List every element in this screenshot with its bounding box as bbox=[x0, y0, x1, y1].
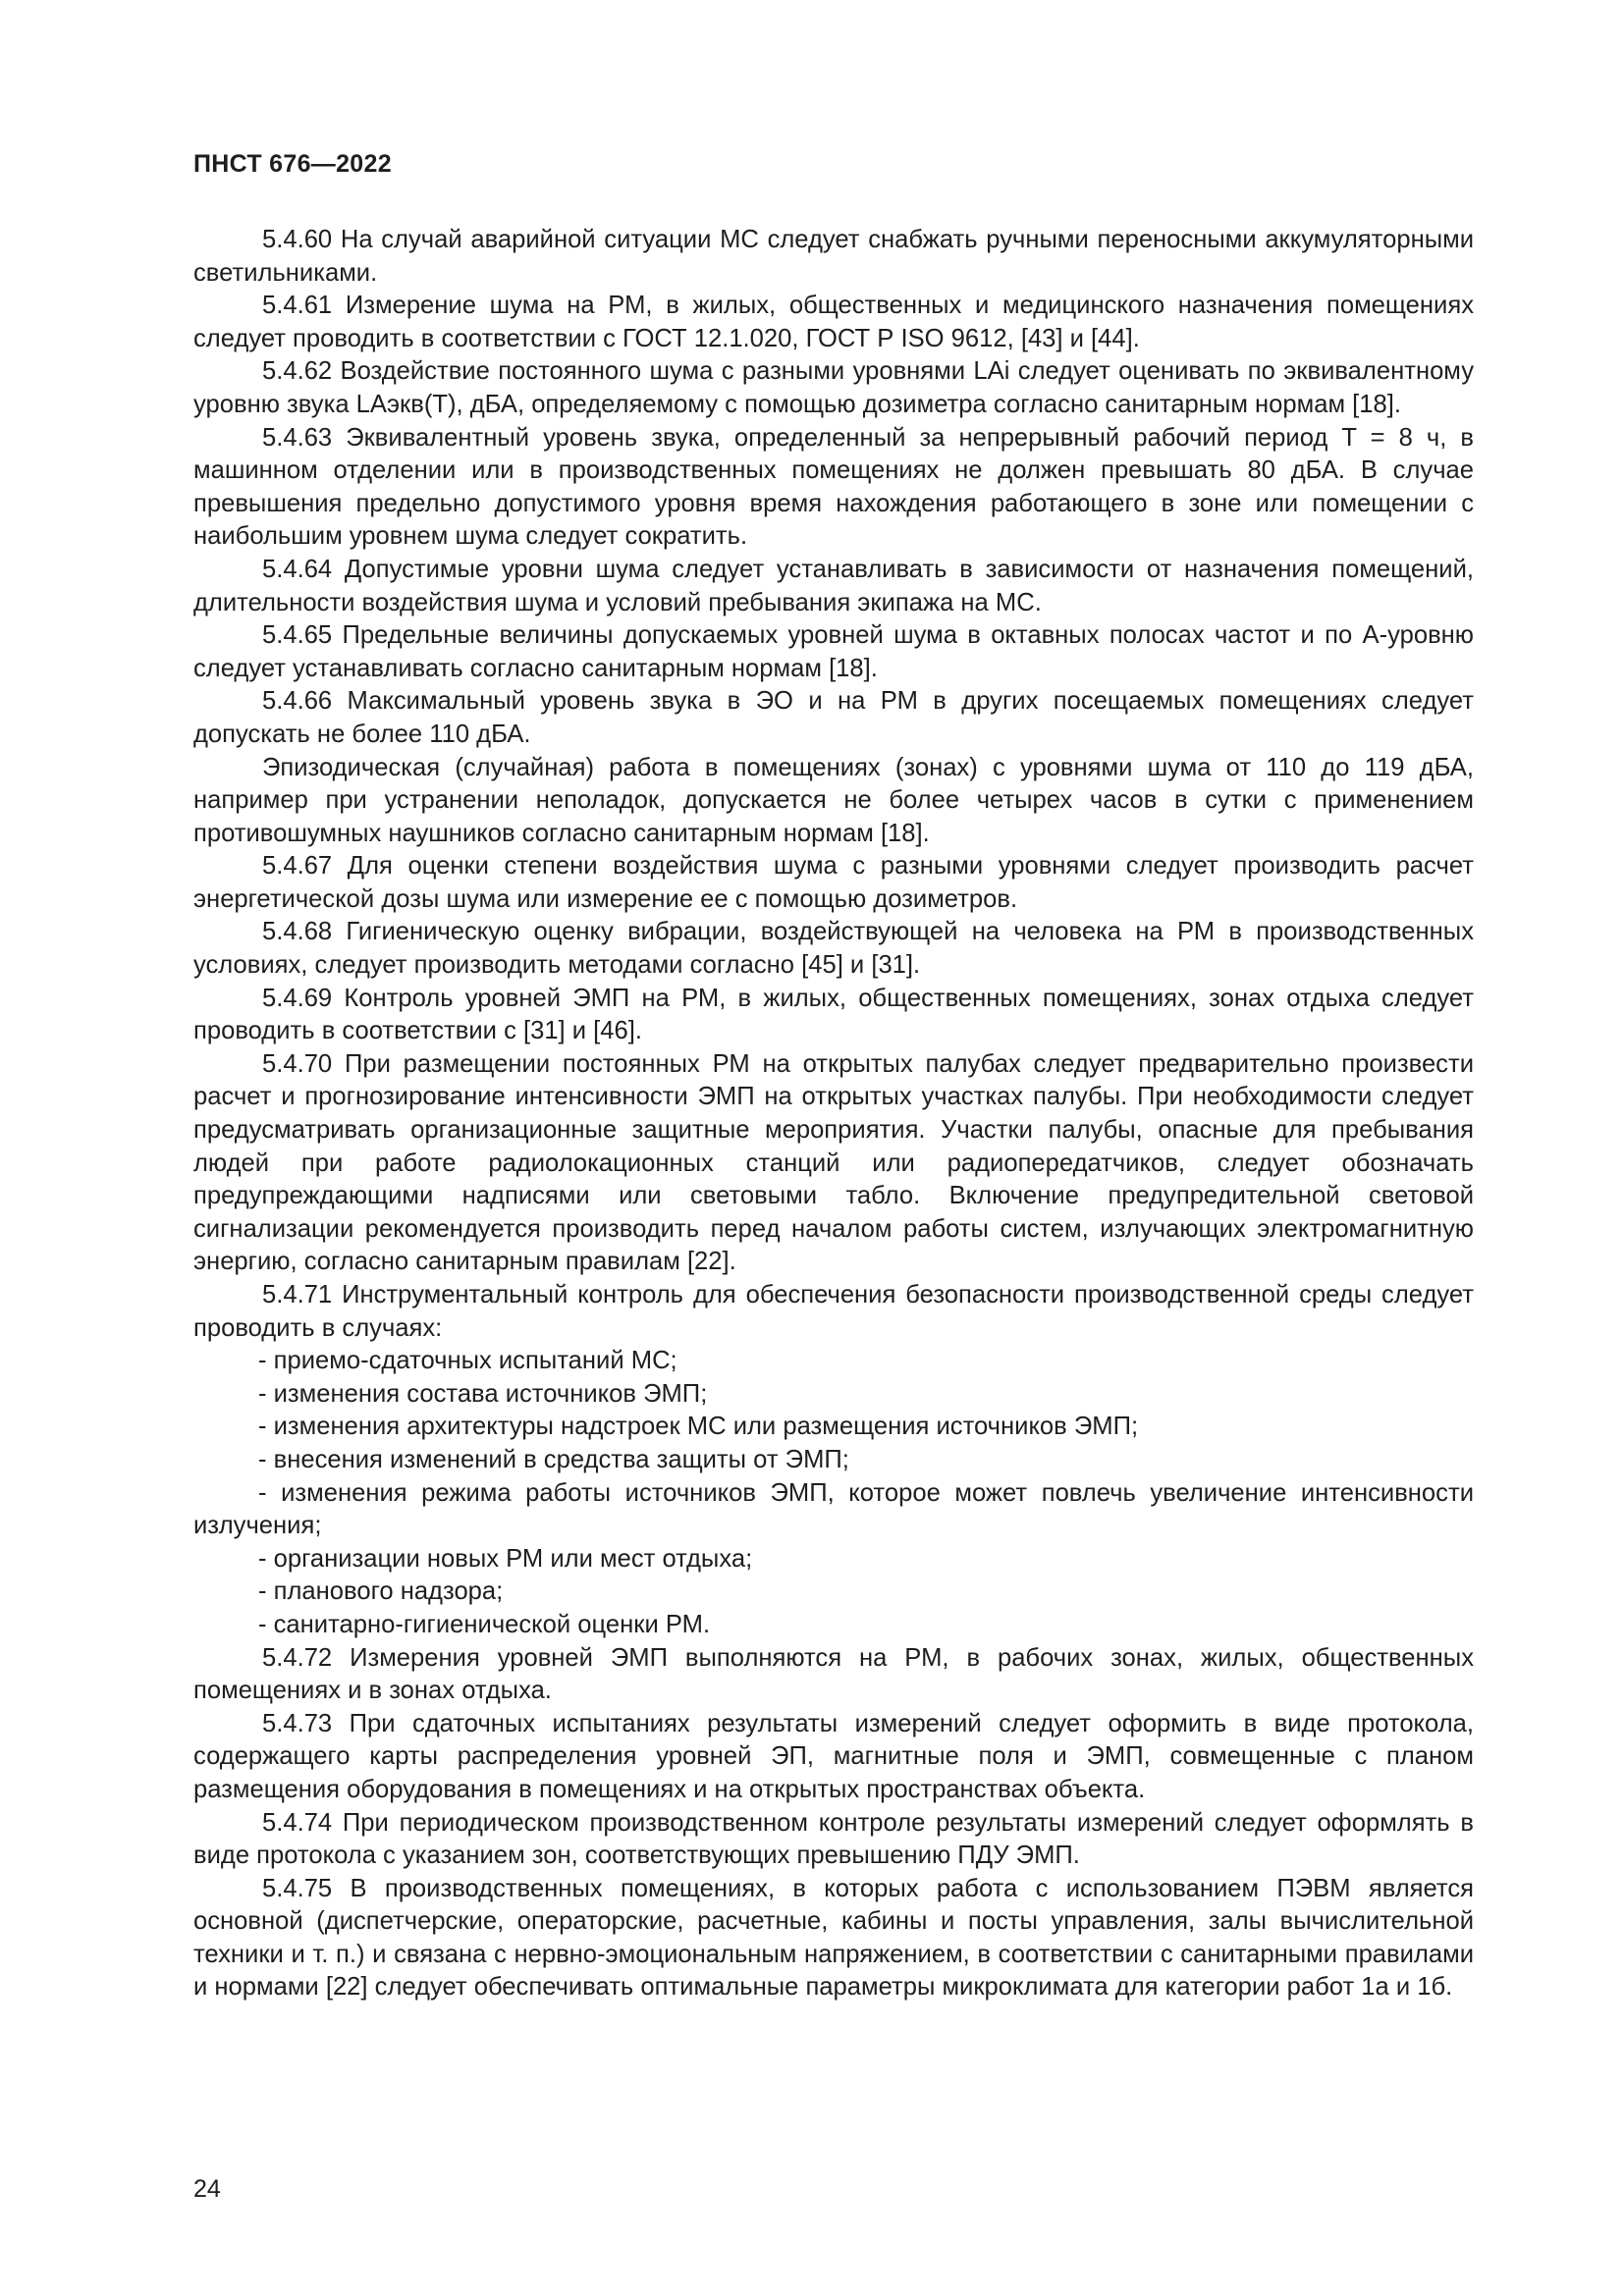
paragraph-5-4-69: 5.4.69 Контроль уровней ЭМП на РМ, в жилых, общественных помещениях, зонах отдыха следует проводить в соответствии с [31] и [46]. bbox=[193, 984, 1474, 1045]
paragraph-episodic-work: Эпизодическая (случайная) работа в помещениях (зонах) с уровнями шума от 110 до 119 дБА, например при устранении неполадок, допускается не более четырех часов в сутки с применением противошумных наушников согласно санитарным нормам [18]. bbox=[193, 753, 1474, 847]
paragraph-5-4-61: 5.4.61 Измерение шума на РМ, в жилых, общественных и медицинского назначения помещениях следует проводить в соответствии с ГОСТ 12.1.020, ГОСТ Р ISO 9612, [43] и [44]. bbox=[193, 292, 1474, 352]
paragraph-5-4-75: 5.4.75 В производственных помещениях, в которых работа с использованием ПЭВМ является основной (диспетчерские, операторские, расчетные, кабины и посты управления, залы вычислительной техники и т. п.) и связана с нервно-эмоциональным напряжением, в соответствии с санитарными правилами и нормами [22] следует обеспечивать оптимальные параметры микроклимата для категории работ 1а и 1б. bbox=[193, 1874, 1474, 2002]
paragraph-5-4-68: 5.4.68 Гигиеническую оценку вибрации, воздействующей на человека на РМ в производственных условиях, следует производить методами согласно [45] и [31]. bbox=[193, 918, 1474, 980]
list-item: - планового надзора; bbox=[258, 1577, 504, 1606]
list-item: - внесения изменений в средства защиты от ЭМП; bbox=[258, 1445, 849, 1473]
list-item: - организации новых РМ или мест отдыха; bbox=[258, 1544, 753, 1573]
paragraph-5-4-63: 5.4.63 Эквивалентный уровень звука, определенный за непрерывный рабочий период T = 8 ч, в машинном отделении или в производственных помещениях не должен превышать 80 дБА. В случае превышения предельно допустимого уровня время нахождения работающего в зоне или помещении с наибольшим уровнем шума следует сократить. bbox=[193, 423, 1474, 551]
document-body bbox=[193, 224, 1474, 2004]
document-code-header: ПНСТ 676—2022 bbox=[193, 150, 392, 178]
page-number: 24 bbox=[193, 2175, 221, 2203]
paragraph-5-4-70: 5.4.70 При размещении постоянных РМ на открытых палубах следует предварительно произвести расчет и прогнозирование интенсивности ЭМП на открытых участках палубы. При необходимости следует предусматривать организационные защитные мероприятия. Участки палубы, опасные для пребывания людей при работе радиолокационных станций или радиопередатчиков, следует обозначать предупреждающими надписями или световыми табло. Включение предупредительной световой сигнализации рекомендуется производить перед началом работы систем, излучающих электромагнитную энергию, согласно санитарным правилам [22]. bbox=[193, 1049, 1474, 1276]
list-item: - санитарно-гигиенической оценки РМ. bbox=[258, 1610, 711, 1638]
list-item: - изменения архитектуры надстроек МС или размещения источников ЭМП; bbox=[258, 1413, 1139, 1441]
list-item: - изменения состава источников ЭМП; bbox=[258, 1379, 708, 1408]
paragraph-5-4-64: 5.4.64 Допустимые уровни шума следует устанавливать в зависимости от назначения помещений, длительности воздействия шума и условий пребывания экипажа на МС. bbox=[193, 555, 1474, 616]
paragraph-5-4-73: 5.4.73 При сдаточных испытаниях результаты измерений следует оформить в виде протокола, содержащего карты распределения уровней ЭП, магнитные поля и ЭМП, совмещенные с планом размещения оборудования в помещениях и на открытых пространствах объекта. bbox=[193, 1709, 1474, 1803]
paragraph-5-4-60: 5.4.60 На случай аварийной ситуации МС следует снабжать ручными переносными аккумуляторными светильниками. bbox=[193, 226, 1474, 287]
paragraph-5-4-62: 5.4.62 Воздействие постоянного шума с разными уровнями LAi следует оценивать по эквивалентному уровню звука LAэкв(T), дБА, определяемому с помощью дозиметра согласно санитарным нормам [18]. bbox=[193, 357, 1474, 418]
paragraph-5-4-67: 5.4.67 Для оценки степени воздействия шума с разными уровнями следует производить расчет энергетической дозы шума или измерение ее с помощью дозиметров. bbox=[193, 852, 1474, 913]
paragraph-5-4-66: 5.4.66 Максимальный уровень звука в ЭО и на РМ в других посещаемых помещениях следует допускать не более 110 дБА. bbox=[193, 687, 1474, 748]
paragraph-5-4-74: 5.4.74 При периодическом производственном контроле результаты измерений следует оформлять в виде протокола с указанием зон, соответствующих превышению ПДУ ЭМП. bbox=[193, 1808, 1474, 1870]
list-item: - приемо-сдаточных испытаний МС; bbox=[258, 1347, 677, 1375]
list-item: - изменения режима работы источников ЭМП, которое может повлечь увеличение интенсивности излучения; bbox=[193, 1478, 1474, 1540]
paragraph-5-4-65: 5.4.65 Предельные величины допускаемых уровней шума в октавных полосах частот и по А-уровню следует устанавливать согласно санитарным нормам [18]. bbox=[193, 621, 1474, 682]
paragraph-5-4-71: 5.4.71 Инструментальный контроль для обеспечения безопасности производственной среды следует проводить в случаях: bbox=[193, 1281, 1474, 1342]
paragraph-5-4-72: 5.4.72 Измерения уровней ЭМП выполняются на РМ, в рабочих зонах, жилых, общественных помещениях и в зонах отдыха. bbox=[193, 1643, 1474, 1705]
